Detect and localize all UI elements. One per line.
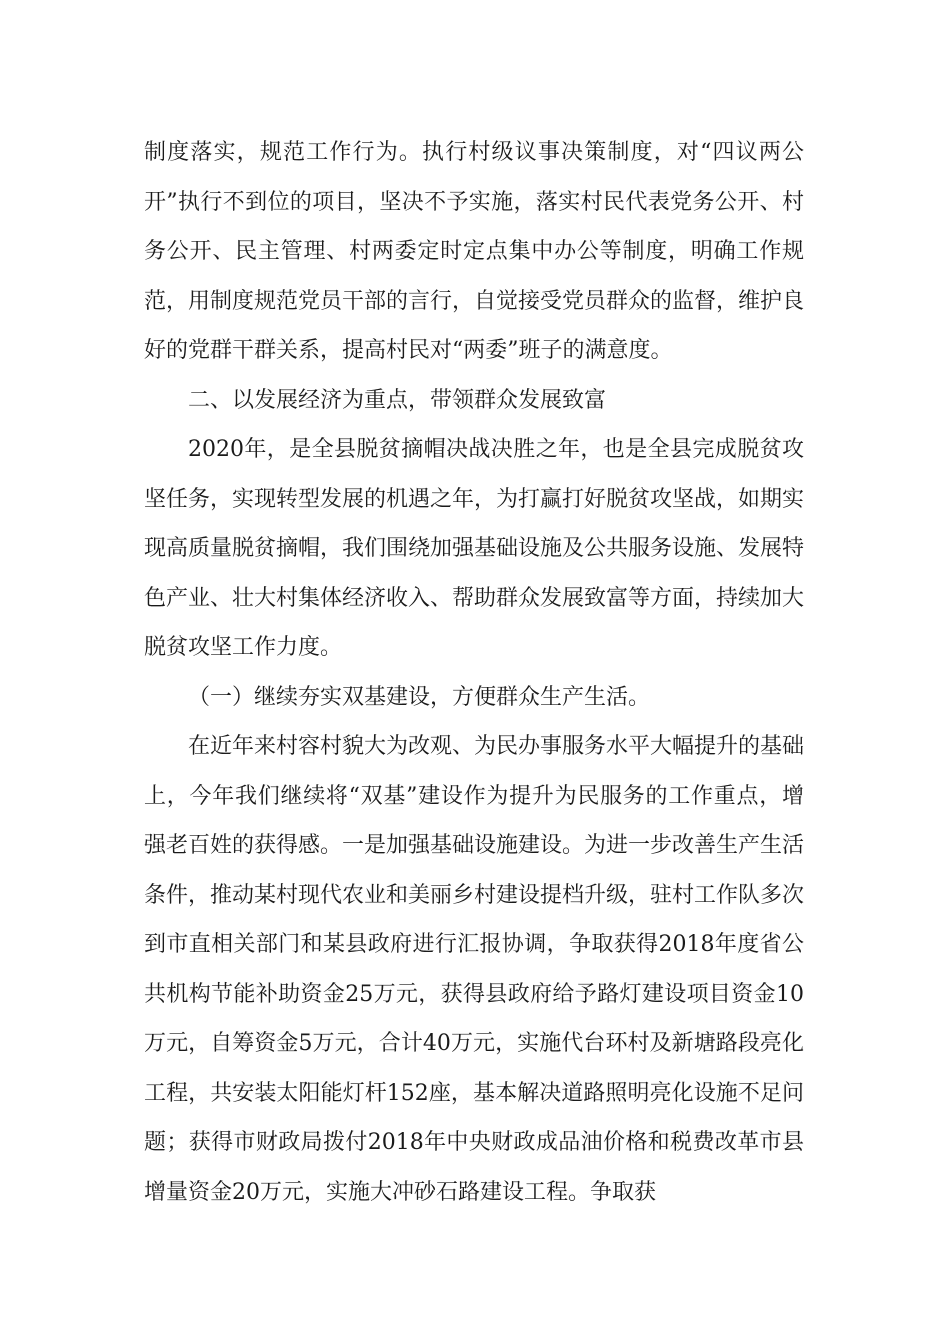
section-heading: 二、以发展经济为重点，带领群众发展致富 bbox=[188, 387, 607, 413]
document-body bbox=[144, 128, 804, 1217]
paragraph: 在近年来村容村貌大为改观、为民办事服务水平大幅提升的基础上，今年我们继续将“双基”建设作为提升为民服务的工作重点，增强老百姓的获得感。一是加强基础设施建设。为进一步改善生产生活条件，推动某村现代农业和美丽乡村建设提档升级，驻村工作队多次到市直相关部门和某县政府进行汇报协调，争取获得2018年度省公共机构节能补助资金25万元，获得县政府给予路灯建设项目资金10万元，自筹资金5万元，合计40万元，实施代台环村及新塘路段亮化工程，共安装太阳能灯杆152座，基本解决道路照明亮化设施不足问题；获得市财政局拨付2018年中央财政成品油价格和税费改革市县增量资金20万元，实施大冲砂石路建设工程。争取获 bbox=[144, 734, 805, 1205]
sub-section-heading: （一）继续夯实双基建设，方便群众生产生活。 bbox=[188, 684, 651, 710]
paragraph: 2020年，是全县脱贫摘帽决战决胜之年，也是全县完成脱贫攻坚任务，实现转型发展的机遇之年，为打赢打好脱贫攻坚战，如期实现高质量脱贫摘帽，我们围绕加强基础设施及公共服务设施、发展特色产业、壮大村集体经济收入、帮助群众发展致富等方面，持续加大脱贫攻坚工作力度。 bbox=[144, 437, 805, 660]
paragraph-continued: 制度落实，规范工作行为。执行村级议事决策制度，对“四议两公开”执行不到位的项目，坚决不予实施，落实村民代表党务公开、村务公开、民主管理、村两委定时定点集中办公等制度，明确工作规范，用制度规范党员干部的言行，自觉接受党员群众的监督，维护良好的党群干群关系，提高村民对“两委”班子的满意度。 bbox=[144, 140, 805, 363]
